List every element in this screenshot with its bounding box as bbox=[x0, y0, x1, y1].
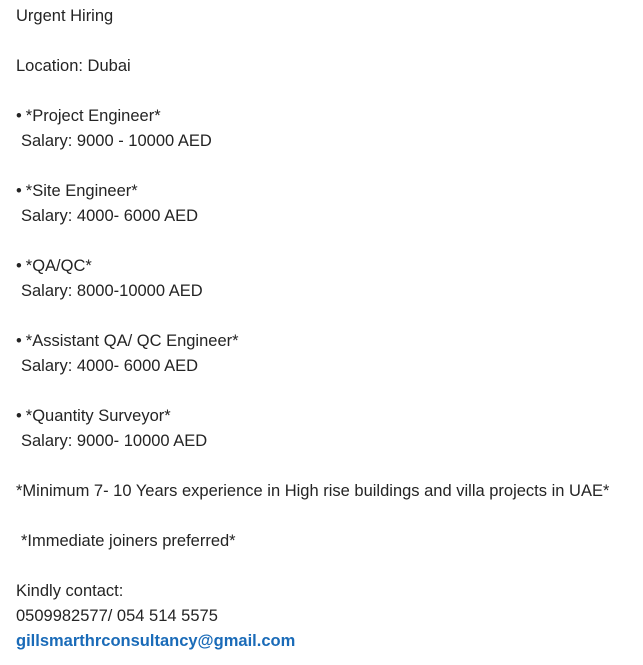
role-text: *Quantity Surveyor* bbox=[25, 407, 171, 425]
contact-label: Kindly contact: bbox=[16, 582, 124, 600]
position-salary: Salary: 4000- 6000 AED bbox=[21, 207, 199, 225]
position-role bbox=[16, 404, 643, 429]
spacer bbox=[16, 504, 643, 529]
email-line bbox=[16, 629, 643, 654]
spacer bbox=[16, 29, 643, 54]
position-salary: Salary: 4000- 6000 AED bbox=[21, 357, 199, 375]
bullet-icon: • bbox=[16, 332, 22, 350]
post-title: Urgent Hiring bbox=[16, 7, 114, 25]
role-text: *QA/QC* bbox=[25, 257, 92, 275]
position-role bbox=[16, 254, 643, 279]
email-link[interactable]: gillsmarthrconsultancy@gmail.com bbox=[16, 632, 296, 650]
bullet-icon: • bbox=[16, 182, 22, 200]
spacer bbox=[16, 379, 643, 404]
position-salary: Salary: 9000 - 10000 AED bbox=[21, 132, 212, 150]
location-line: Location: Dubai bbox=[16, 57, 131, 75]
note-text: *Immediate joiners preferred* bbox=[21, 532, 236, 550]
spacer bbox=[16, 554, 643, 579]
position-salary: Salary: 8000-10000 AED bbox=[21, 282, 203, 300]
requirement-text: *Minimum 7- 10 Years experience in High rise buildings and villa projects in UAE* bbox=[16, 482, 610, 500]
position-role bbox=[16, 104, 643, 129]
position-role bbox=[16, 179, 643, 204]
role-text: *Project Engineer* bbox=[25, 107, 161, 125]
spacer bbox=[16, 229, 643, 254]
spacer bbox=[16, 454, 643, 479]
bullet-icon: • bbox=[16, 107, 22, 125]
role-text: *Assistant QA/ QC Engineer* bbox=[25, 332, 239, 350]
spacer bbox=[16, 304, 643, 329]
bullet-icon: • bbox=[16, 257, 22, 275]
position-role bbox=[16, 329, 643, 354]
role-text: *Site Engineer* bbox=[25, 182, 138, 200]
spacer bbox=[16, 79, 643, 104]
spacer bbox=[16, 154, 643, 179]
bullet-icon: • bbox=[16, 407, 22, 425]
position-salary: Salary: 9000- 10000 AED bbox=[21, 432, 208, 450]
phone-numbers: 0509982577/ 054 514 5575 bbox=[16, 607, 218, 625]
